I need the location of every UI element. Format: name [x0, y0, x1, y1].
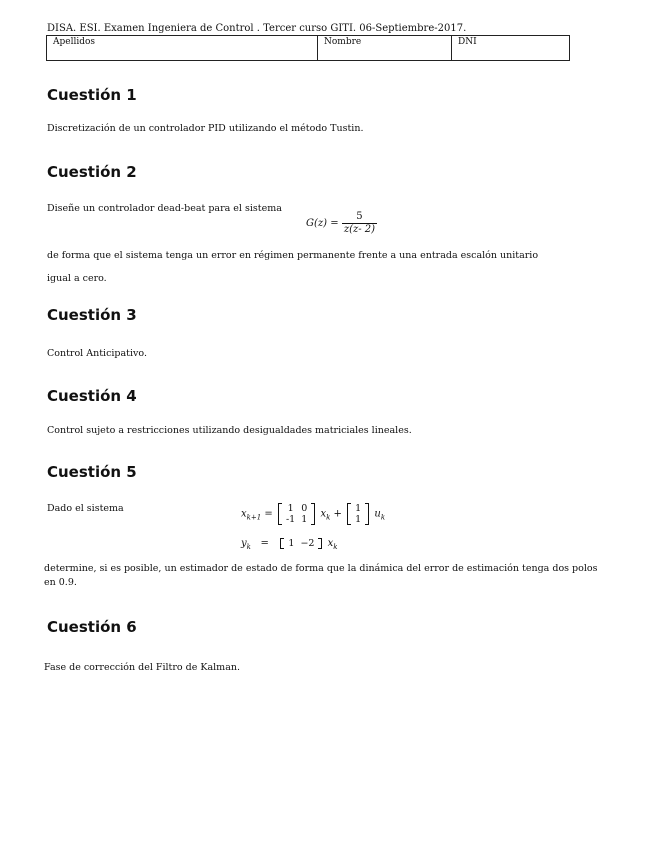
matrix-a-cell: 1 — [301, 514, 308, 525]
matrix-b — [347, 503, 369, 525]
question-5-text-line-2: en 0.9. — [44, 577, 77, 588]
input-symbol: u — [374, 508, 381, 520]
state-equals-sign: = — [264, 508, 273, 520]
output-state-subscript: k — [333, 543, 338, 551]
output-subscript: k — [246, 543, 251, 551]
output-state-symbol: x — [327, 538, 334, 549]
plus-sign: + — [333, 508, 342, 520]
exam-header: DISA. ESI. Examen Ingeniera de Control . Tercer curso GITI. 06-Septiembre-2017. — [47, 23, 467, 34]
matrix-b-cell: 1 — [355, 514, 362, 525]
state-subscript: k — [326, 513, 331, 522]
matrix-a — [278, 503, 315, 525]
question-2-text-line-2: igual a cero. — [47, 273, 107, 284]
question-1-text: Discretización de un controlador PID utilizando el método Tustin. — [47, 123, 364, 134]
transfer-function-fraction — [342, 211, 377, 236]
matrix-c — [280, 538, 322, 549]
question-6-title: Cuestión 6 — [47, 618, 137, 636]
question-1-title: Cuestión 1 — [47, 86, 137, 104]
question-5-title: Cuestión 5 — [47, 463, 137, 481]
apellidos-field: Apellidos — [47, 36, 318, 60]
student-id-table — [46, 35, 570, 61]
matrix-a-cell: -1 — [285, 514, 296, 525]
matrix-a-cell: 1 — [287, 503, 294, 514]
output-equals-sign: = — [260, 538, 269, 549]
matrix-c-cell: 1 — [288, 538, 295, 549]
question-4-text: Control sujeto a restricciones utilizando desigualdades matriciales lineales. — [47, 425, 412, 436]
input-subscript: k — [380, 513, 386, 522]
transfer-function-lhs: G(z) = — [306, 218, 339, 229]
matrix-c-cell: −2 — [300, 538, 315, 549]
question-6-text: Fase de corrección del Filtro de Kalman. — [44, 662, 240, 673]
dni-field: DNI — [458, 37, 477, 47]
state-next-subscript: k+1 — [246, 513, 262, 522]
state-symbol: x — [320, 508, 327, 520]
question-3-title: Cuestión 3 — [47, 306, 137, 324]
transfer-function-numerator: 5 — [342, 211, 377, 224]
question-3-text: Control Anticipativo. — [47, 348, 147, 359]
question-2-title: Cuestión 2 — [47, 163, 137, 181]
question-5-intro: Dado el sistema — [47, 503, 124, 514]
question-2-transfer-function — [306, 211, 377, 236]
question-2-intro: Diseñe un controlador dead-beat para el sistema — [47, 203, 282, 214]
question-2-text-line-1: de forma que el sistema tenga un error en régimen permanente frente a una entrada escalón unitario — [47, 250, 539, 261]
state-equation — [241, 503, 385, 525]
question-5-text-line-1: determine, si es posible, un estimador de estado de forma que la dinámica del error de estimación tenga dos polos — [44, 563, 598, 574]
nombre-field: Nombre — [318, 36, 452, 60]
matrix-b-cell: 1 — [355, 503, 362, 514]
question-4-title: Cuestión 4 — [47, 387, 137, 405]
matrix-a-cell: 0 — [301, 503, 308, 514]
output-equation — [241, 538, 338, 551]
transfer-function-denominator: z(z- 2) — [343, 224, 376, 235]
state-next-symbol: x — [241, 508, 247, 520]
output-symbol: y — [241, 538, 247, 549]
